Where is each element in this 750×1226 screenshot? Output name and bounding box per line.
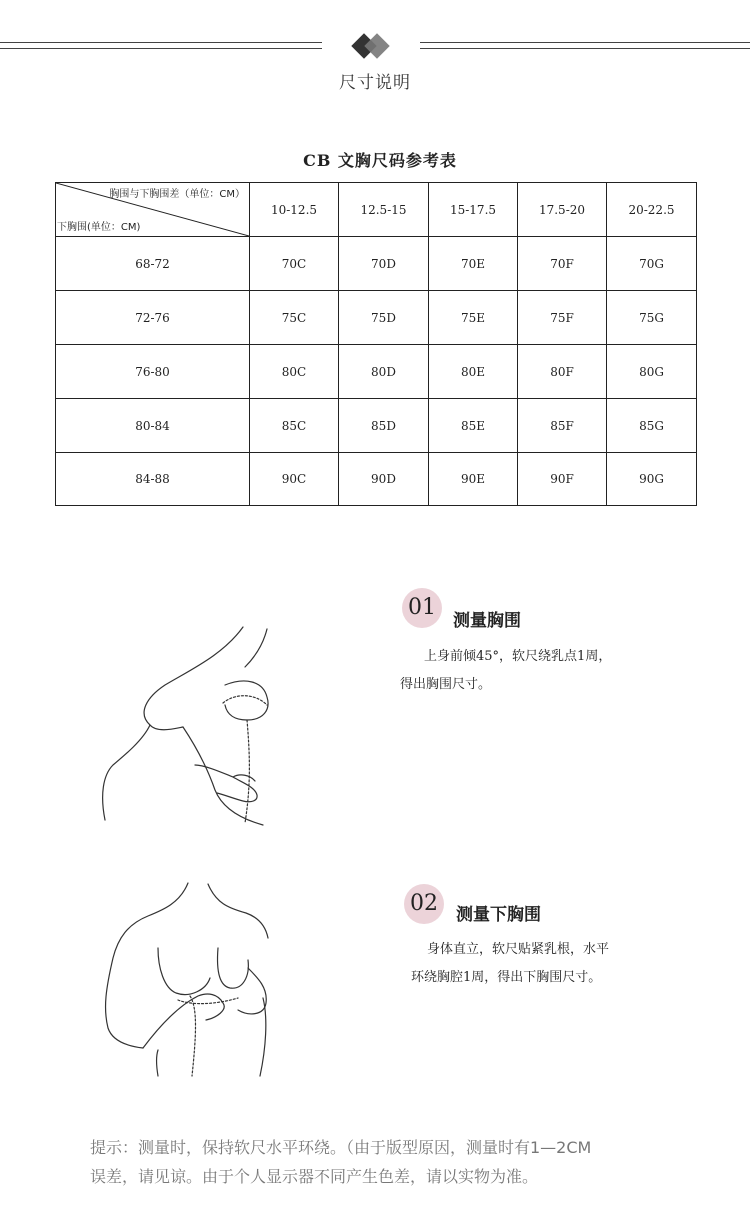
table-cell: 90F [518,453,607,506]
table-cell: 70G [607,237,697,291]
table-cell: 70E [429,237,518,291]
step-title: 测量胸围 [453,611,521,631]
table-cell: 90C [250,453,339,506]
step-description-line: 上身前倾45°，软尺绕乳点1周， [424,649,612,664]
table-corner-cell [56,183,250,237]
row-label: 84-88 [56,453,250,506]
table-cell: 75E [429,291,518,345]
header-line-left-top [0,42,322,43]
header-line-left-bottom [0,48,322,49]
table-cell: 75D [339,291,429,345]
corner-top-label: 胸围与下胸围差（单位：CM） [109,189,245,200]
table-cell: 85C [250,399,339,453]
table-cell: 75G [607,291,697,345]
row-label: 80-84 [56,399,250,453]
step-description-line: 得出胸围尺寸。 [400,677,492,692]
table-cell: 75F [518,291,607,345]
step-title: 测量下胸围 [456,905,541,925]
table-row [56,399,697,453]
table-cell: 85E [429,399,518,453]
corner-bottom-label: 下胸围(单位：CM) [57,222,141,233]
note-line: 提示：测量时，保持软尺水平环绕。（由于版型原因，测量时有1—2CM [90,1138,592,1157]
row-label: 72-76 [56,291,250,345]
column-header: 20-22.5 [607,183,697,237]
table-cell: 90G [607,453,697,506]
step-number-badge: 02 [404,884,444,924]
table-cell: 85D [339,399,429,453]
row-label: 68-72 [56,237,250,291]
column-header: 12.5-15 [339,183,429,237]
header-line-right-top [420,42,750,43]
table-header-row [56,183,697,237]
note-line: 误差，请见谅。由于个人显示器不同产生色差，请以实物为准。 [90,1167,539,1186]
step-description-line: 环绕胸腔1周，得出下胸围尺寸。 [411,970,602,985]
table-cell: 85G [607,399,697,453]
table-cell: 85F [518,399,607,453]
size-table [55,182,697,506]
table-row [56,345,697,399]
table-cell: 80F [518,345,607,399]
row-label: 76-80 [56,345,250,399]
table-cell: 80D [339,345,429,399]
table-cell: 80E [429,345,518,399]
table-row [56,453,697,506]
table-row [56,237,697,291]
section-title: 尺寸说明 [339,73,411,93]
table-cell: 80C [250,345,339,399]
table-cell: 90D [339,453,429,506]
step-number-badge: 01 [402,588,442,628]
table-cell: 80G [607,345,697,399]
table-cell: 75C [250,291,339,345]
table-row [56,291,697,345]
underbust-measure-illustration [98,878,298,1078]
column-header: 17.5-20 [518,183,607,237]
footer-note [90,1133,710,1191]
table-title: CB 文胸尺码参考表 [303,151,457,170]
bust-measure-illustration [95,615,295,830]
column-header: 15-17.5 [429,183,518,237]
table-cell: 70D [339,237,429,291]
column-header: 10-12.5 [250,183,339,237]
step-description-line: 身体直立，软尺贴紧乳根，水平 [427,942,610,957]
table-cell: 90E [429,453,518,506]
table-cell: 70C [250,237,339,291]
table-cell: 70F [518,237,607,291]
header-line-right-bottom [420,48,750,49]
